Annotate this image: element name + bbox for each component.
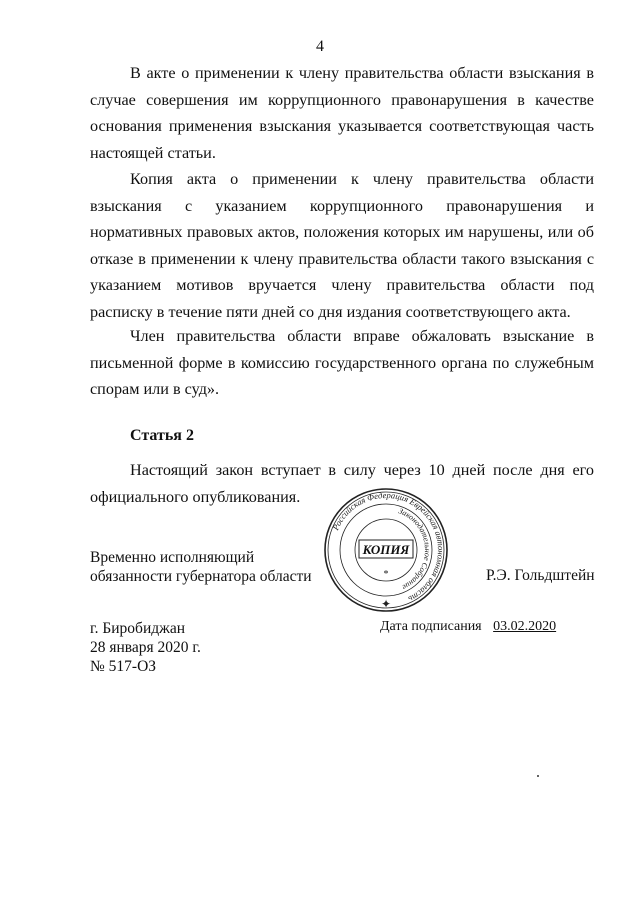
signatory-name: Р.Э. Гольдштейн [486, 567, 595, 584]
city: г. Биробиджан [90, 620, 186, 637]
law-number: № 517-ОЗ [90, 658, 157, 675]
svg-text:✦: ✦ [380, 597, 392, 611]
position-line-1: Временно исполняющий [90, 549, 255, 566]
signing-label: Дата подписания [380, 619, 482, 634]
scan-speck [537, 775, 539, 777]
stamp-center-text: КОПИЯ [362, 542, 410, 557]
signing-date: 03.02.2020 [493, 619, 557, 634]
paragraph-4: Настоящий закон вступает в силу через 10 дней после дня его официального опубликования. [90, 461, 594, 506]
place-block [90, 619, 201, 676]
paragraph-2: Копия акта о применении к члену правительства области взыскания с указанием коррупционного правонарушения и нормативных правовых актов, положения которых им нарушены, или об отказе в применении к члену правительства области такого взыскания с указанием мотивов вручается члену правительства области под расписку в течение пяти дней со дня издания соответствующего акта. [90, 170, 594, 321]
svg-text:*: * [383, 569, 389, 580]
paragraph-1: В акте о применении к члену правительства области взыскания в случае совершения им коррупционного правонарушения в качестве основания применения взыскания указывается соответствующая часть настоящей статьи. [90, 64, 594, 162]
official-stamp [323, 487, 449, 613]
signatory-position [90, 548, 312, 586]
stamp-inner-text: Законодательное Собрание [397, 506, 433, 593]
paragraph-3: Член правительства области вправе обжаловать взыскание в письменной форме в комиссию государственного органа по служебным спорам или в суд». [90, 327, 594, 398]
page-number: 4 [316, 38, 324, 55]
position-line-2: обязанности губернатора области [90, 568, 312, 585]
article-heading: Статья 2 [130, 427, 194, 444]
stamp-outer-text: Российская Федерация Еврейская автономная область [330, 489, 447, 605]
signing-date-block [380, 619, 556, 635]
law-date: 28 января 2020 г. [90, 639, 201, 656]
